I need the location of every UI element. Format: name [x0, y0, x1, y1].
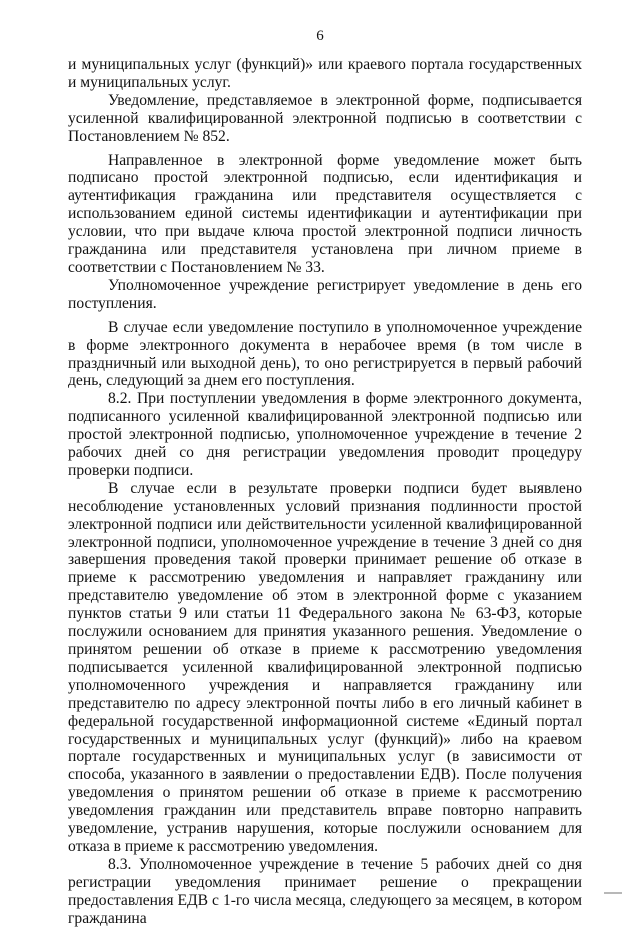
paragraph-registration: Уполномоченное учреждение регистрирует уведомление в день его поступления. — [68, 276, 582, 312]
scan-artifact — [604, 892, 622, 894]
body-text — [68, 56, 582, 928]
page-number: 6 — [316, 28, 324, 44]
paragraph-continuation: и муниципальных услуг (функций)» или краевого портала государственных и муниципальных услуг. — [68, 56, 582, 91]
paragraph-signature-check-failure: В случае если в результате проверки подписи будет выявлено несоблюдение установленных условий признания подлинности простой электронной подписи или действительности усиленной квалифицированной электронной подписи, уполномоченное учреждение в течение 3 дней со дня завершения проведения такой проверки принимает решение об отказе в приеме к рассмотрению уведомления и направляет гражданину или представителю уведомление об этом в электронной форме с указанием пунктов статьи 9 или статьи 11 Федерального закона № 63-ФЗ, которые послужили основанием для принятия указанного решения. Уведомление о принятом решении об отказе в приеме к рассмотрению уведомления подписывается усиленной квалифицированной электронной подписью уполномоченного учреждения и направляется гражданину или представителю по адресу электронной почты либо в его личный кабинет в федеральной государственной информационной системе «Единый портал государственных и муниципальных услуг (функций)» либо на краевом портале государственных и муниципальных услуг (в зависимости от способа, указанного в заявлении о предоставлении ЕДВ). После получения уведомления о принятом решении об отказе в приеме к рассмотрению уведомления гражданин или представитель вправе повторно направить уведомление, устранив нарушения, которые послужили основанием для отказа в приеме к рассмотрению уведомления. — [68, 479, 582, 855]
paragraph-non-working-time: В случае если уведомление поступило в уполномоченное учреждение в форме электронного документа в нерабочее время (в том числе в праздничный или выходной день), то оно регистрируется в первый рабочий день, следующий за днем его поступления. — [68, 318, 582, 390]
paragraph-simple-signature: Направленное в электронной форме уведомление может быть подписано простой электронной подписью, если идентификация и аутентификация гражданина или представителя осуществляется с использованием единой системы идентификации и аутентификации при условии, что при выдаче ключа простой электронной подписи личность гражданина или представителя установлена при личном приеме в соответствии с Постановлением № 33. — [68, 151, 582, 276]
paragraph-signature-requirement: Уведомление, представляемое в электронной форме, подписывается усиленной квалифицированной электронной подписью в соответствии с Постановлением № 852. — [68, 91, 582, 145]
paragraph-8-2: 8.2. При поступлении уведомления в форме электронного документа, подписанного усиленной квалифицированной электронной подписью или простой электронной подписью, уполномоченное учреждение в течение 2 рабочих дней со дня регистрации уведомления проводит процедуру проверки подписи. — [68, 390, 582, 479]
paragraph-8-3: 8.3. Уполномоченное учреждение в течение 5 рабочих дней со дня регистрации уведомления принимает решение о прекращении предоставления ЕДВ с 1-го числа месяца, следующего за месяцем, в котором гражданина — [68, 855, 582, 927]
